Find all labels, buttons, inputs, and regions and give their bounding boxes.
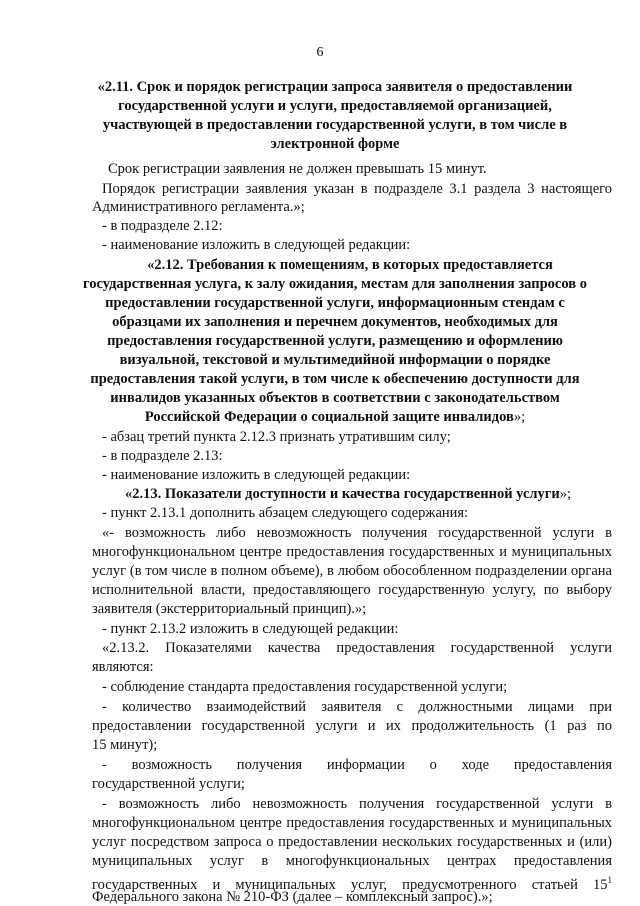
paragraph-standard: - соблюдение стандарта предоставления государственной услуги; (102, 679, 508, 695)
paragraph-complex-line-4: муниципальных услуг в многофункциональных центрах предоставления (92, 853, 612, 869)
heading-2-12-line-3: предоставлении государственной услуги, информационным стендам с (105, 295, 565, 311)
paragraph-name-edit-2: - наименование изложить в следующей редакции: (102, 467, 411, 483)
paragraph-complex-line-2: многофункциональном центре предоставления государственных и муниципальных (92, 815, 612, 831)
paragraph-quality-line-2: являются: (92, 659, 154, 675)
paragraph-info-line-1: - возможность получения информации о ходе предоставления (102, 757, 612, 773)
article-superscript: 1 (607, 875, 612, 885)
paragraph-registration-order-line-1: Порядок регистрации заявления указан в подразделе 3.1 раздела 3 настоящего (102, 181, 612, 197)
heading-2-12-line-8: инвалидов указанных объектов в соответствии с законодательством (110, 390, 560, 406)
paragraph-mfc-line-5: заявителя (экстерриториальный принцип).»; (92, 601, 367, 617)
paragraph-complex-line-6: Федерального закона № 210-ФЗ (далее – комплексный запрос).»; (92, 889, 493, 905)
paragraph-interactions-line-3: 15 минут); (92, 737, 158, 753)
heading-2-13-tail: »; (559, 486, 572, 502)
heading-2-11-line-2: государственной услуги и услуги, предоставляемой организацией, (118, 98, 552, 114)
paragraph-complex-line-1: - возможность либо невозможность получения государственной услуги в (102, 796, 612, 812)
heading-2-12-last-bold: Российской Федерации о социальной защите инвалидов (144, 409, 514, 425)
paragraph-complex-line-5-text: государственных и муниципальных услуг, предусмотренного статьей 15 (92, 877, 608, 893)
page-number: 6 (316, 45, 324, 60)
heading-2-12-line-6: визуальной, текстовой и мультимедийной информации о порядке (119, 352, 551, 368)
heading-2-12-tail: »; (513, 409, 526, 425)
paragraph-complex-line-3: услуг посредством запроса о предоставлении нескольких государственных и (или) (92, 834, 612, 850)
paragraph-mfc-line-3: услуг (в том числе в полном объеме), в любом обособленном подразделении органа (92, 563, 612, 579)
paragraph-2-13-1: - пункт 2.13.1 дополнить абзацем следующего содержания: (102, 505, 469, 521)
heading-2-12-line-9 (40, 408, 630, 426)
heading-2-12-line-5: предоставления государственной услуги, размещению и оформлению (107, 333, 563, 349)
heading-2-11-line-4: электронной форме (270, 136, 400, 152)
paragraph-mfc-line-2: многофункциональном центре предоставления государственных и муниципальных (92, 544, 612, 560)
paragraph-info-line-2: государственной услуги; (92, 776, 245, 792)
paragraph-registration-order-line-2: Административного регламента.»; (92, 199, 305, 215)
heading-2-11-line-3: участвующей в предоставлении государственной услуги, в том числе в (102, 117, 568, 133)
paragraph-interactions-line-1: - количество взаимодействий заявителя с должностными лицами при (102, 699, 612, 715)
paragraph-interactions-line-2: предоставлении государственной услуги и их продолжительность (1 раз по (92, 718, 612, 734)
heading-2-11-line-1: «2.11. Срок и порядок регистрации запроса заявителя о предоставлении (97, 79, 573, 95)
paragraph-mfc-line-4: исполнительной власти, предоставляющего государственную услугу, по выбору (92, 582, 612, 598)
paragraph-subsection-2-13: - в подразделе 2.13: (102, 448, 223, 464)
paragraph-registration-time: Срок регистрации заявления не должен превышать 15 минут. (108, 161, 487, 177)
paragraph-mfc-line-1: «- возможность либо невозможность получения государственной услуги в (102, 525, 612, 541)
heading-2-12-line-2: государственная услуга, к залу ожидания, местам для заполнения запросов о (83, 276, 587, 292)
paragraph-quality-line-1: «2.13.2. Показателями качества предоставления государственной услуги (102, 640, 612, 656)
heading-2-12-line-1: «2.12. Требования к помещениям, в которых предоставляется (147, 257, 553, 273)
paragraph-name-edit-1: - наименование изложить в следующей редакции: (102, 237, 411, 253)
heading-2-12-line-4: образцами их заполнения и перечнем документов, необходимых для (112, 314, 558, 330)
paragraph-2-13-2: - пункт 2.13.2 изложить в следующей редакции: (102, 621, 399, 637)
paragraph-abzac-2-12-3: - абзац третий пункта 2.12.3 признать утратившим силу; (102, 429, 451, 445)
heading-2-12-line-7: предоставления такой услуги, в том числе к обеспечению доступности для (90, 371, 580, 387)
paragraph-subsection-2-12: - в подразделе 2.12: (102, 218, 223, 234)
heading-2-13-text: «2.13. Показатели доступности и качества государственной услуги (125, 486, 560, 502)
heading-2-13 (125, 485, 571, 503)
